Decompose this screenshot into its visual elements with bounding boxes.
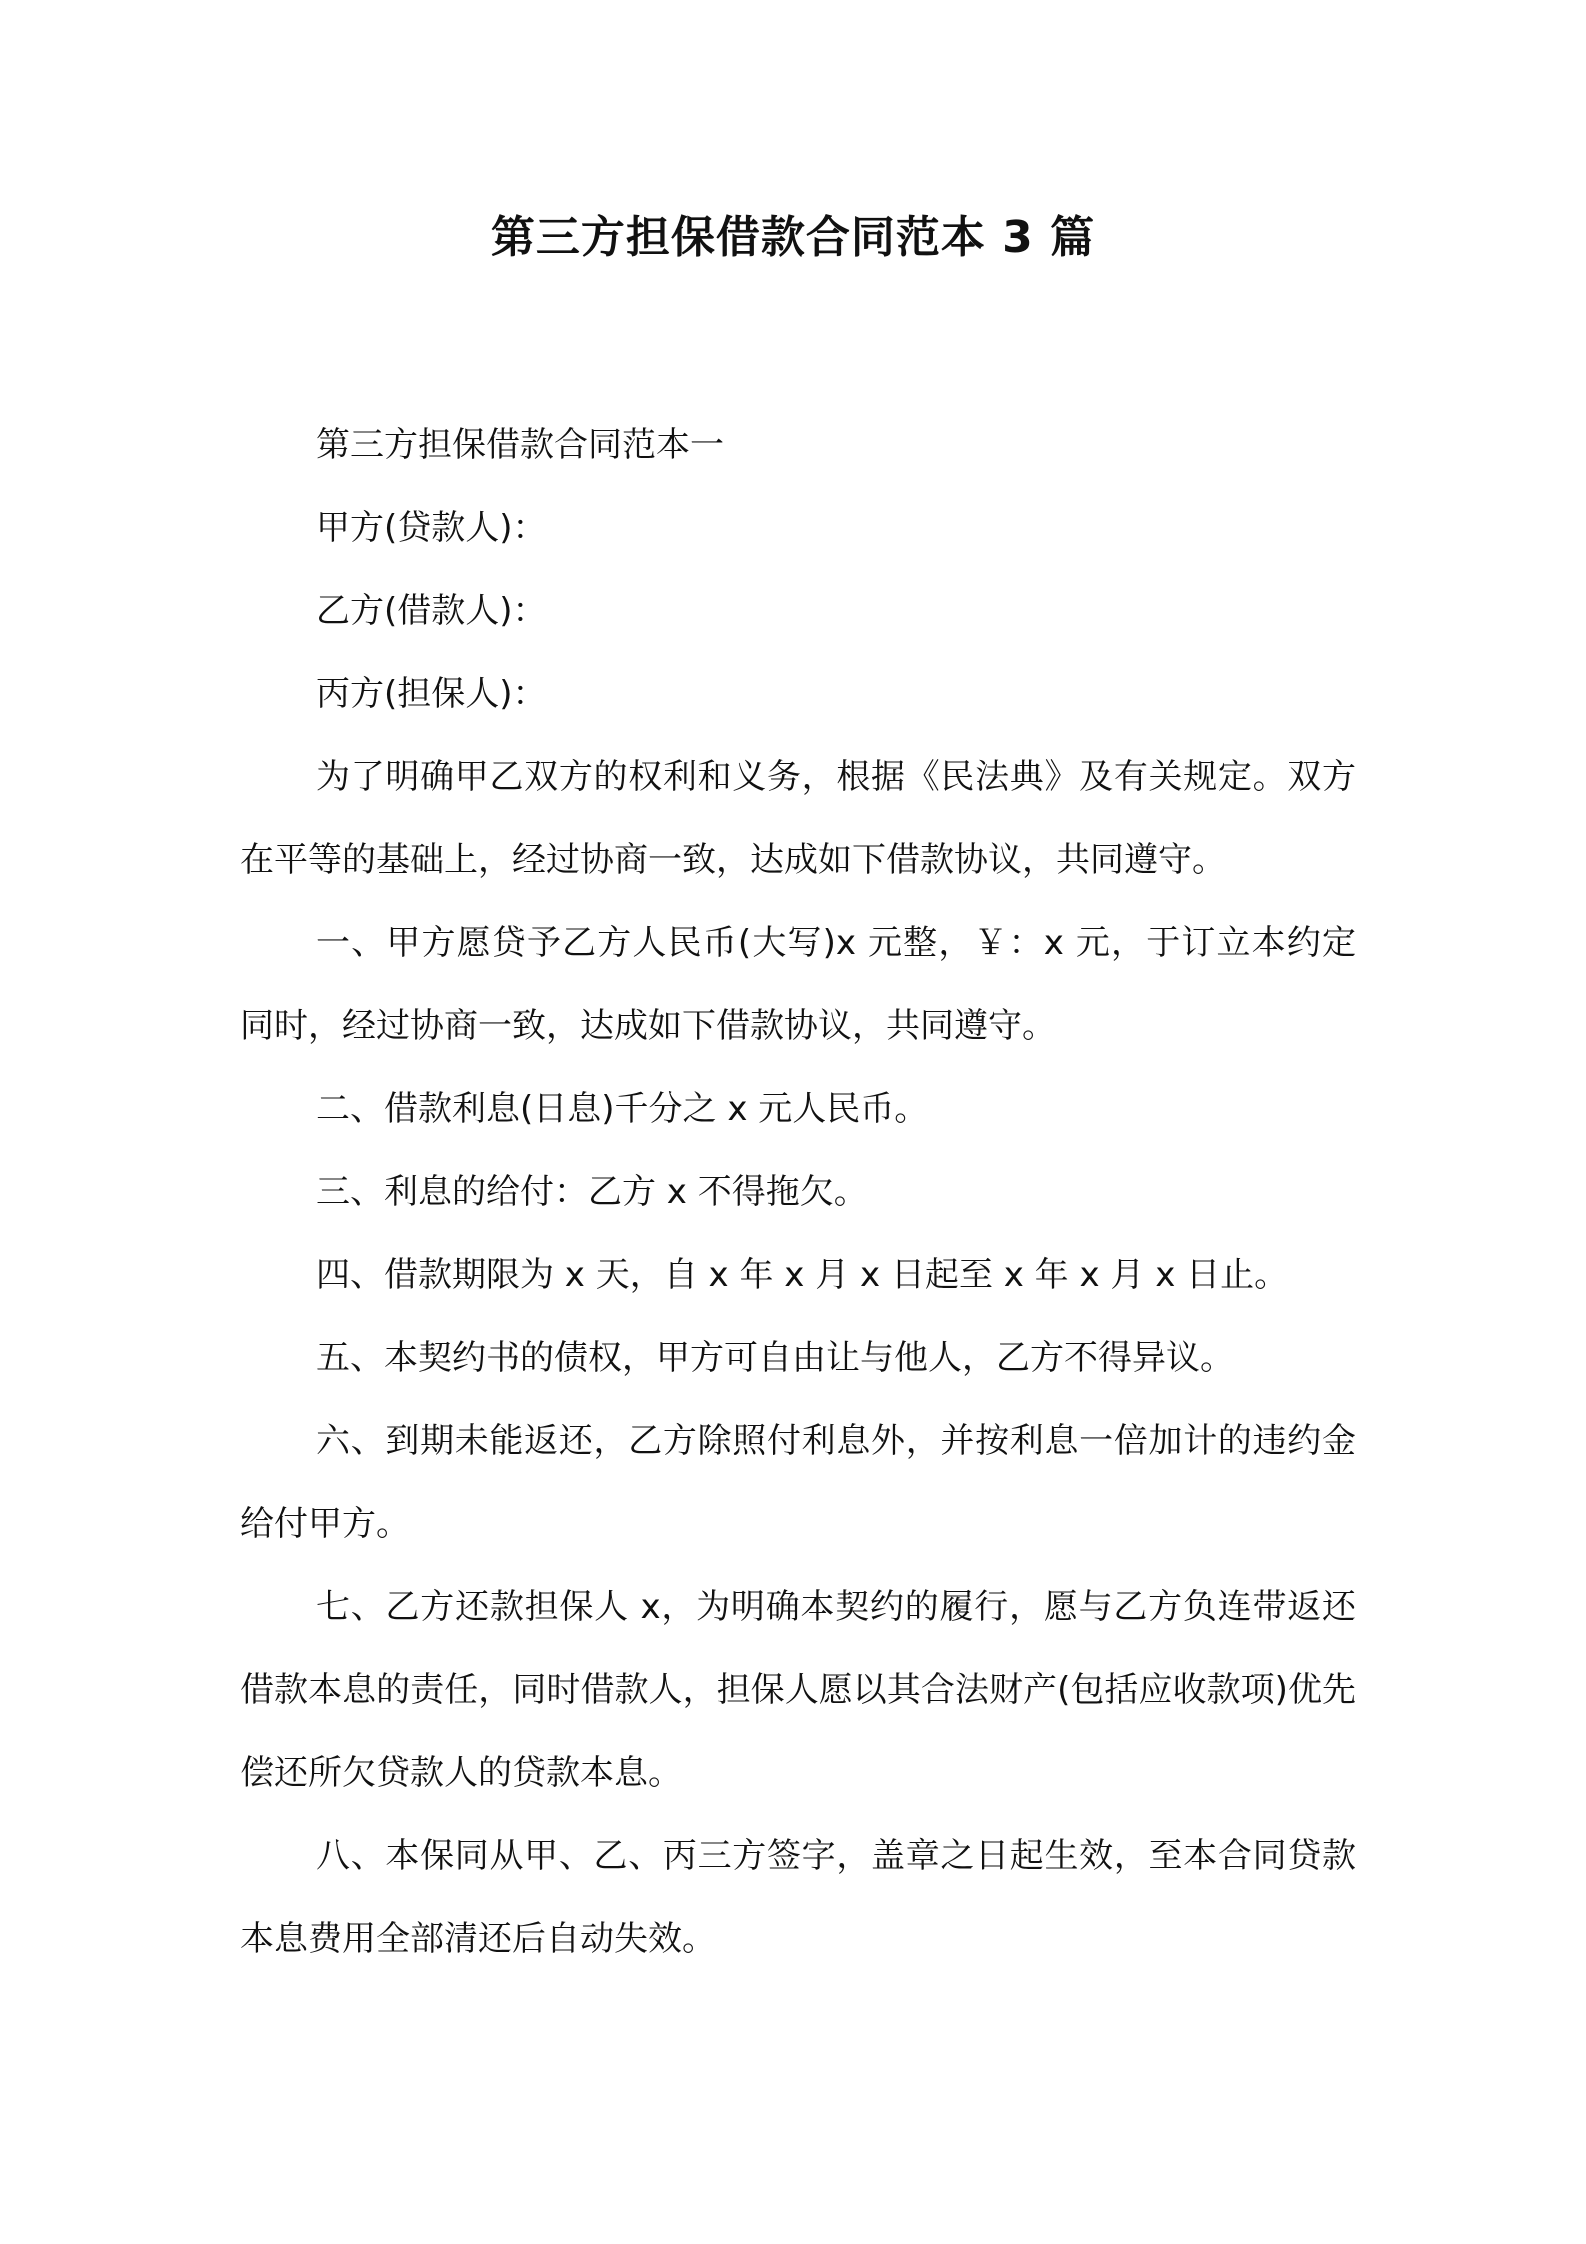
party-a-line: 甲方(贷款人)： xyxy=(316,508,547,548)
preamble-paragraph: 为了明确甲乙双方的权利和义务，根据《民法典》及有关规定。双方在平等的基础上，经过协商一致，达成如下借款协议，共同遵守。 xyxy=(240,757,1356,880)
clause-7: 七、乙方还款担保人 x，为明确本契约的履行，愿与乙方负连带返还借款本息的责任，同时借款人，担保人愿以其合法财产(包括应收款项)优先偿还所欠贷款人的贷款本息。 xyxy=(240,1587,1356,1793)
clause-8: 八、本保同从甲、乙、丙三方签字，盖章之日起生效，至本合同贷款本息费用全部清还后自动失效。 xyxy=(240,1836,1356,1959)
clause-3: 三、利息的给付：乙方 x 不得拖欠。 xyxy=(316,1172,868,1212)
party-c-line: 丙方(担保人)： xyxy=(316,674,547,714)
document-title: 第三方担保借款合同范本 3 篇 xyxy=(490,212,1096,263)
clause-5: 五、本契约书的债权，甲方可自由让与他人，乙方不得异议。 xyxy=(316,1338,1234,1378)
clause-4: 四、借款期限为 x 天，自 x 年 x 月 x 日起至 x 年 x 月 x 日止。 xyxy=(316,1255,1289,1295)
clause-6: 六、到期未能返还，乙方除照付利息外，并按利息一倍加计的违约金给付甲方。 xyxy=(240,1421,1356,1544)
party-b-line: 乙方(借款人)： xyxy=(316,591,547,631)
clause-2: 二、借款利息(日息)千分之 x 元人民币。 xyxy=(316,1089,929,1129)
clause-1: 一、甲方愿贷予乙方人民币(大写)x 元整，￥：x 元，于订立本约定同时，经过协商一致，达成如下借款协议，共同遵守。 xyxy=(240,923,1356,1046)
document-body xyxy=(240,404,1356,1981)
section-heading: 第三方担保借款合同范本一 xyxy=(316,425,724,465)
